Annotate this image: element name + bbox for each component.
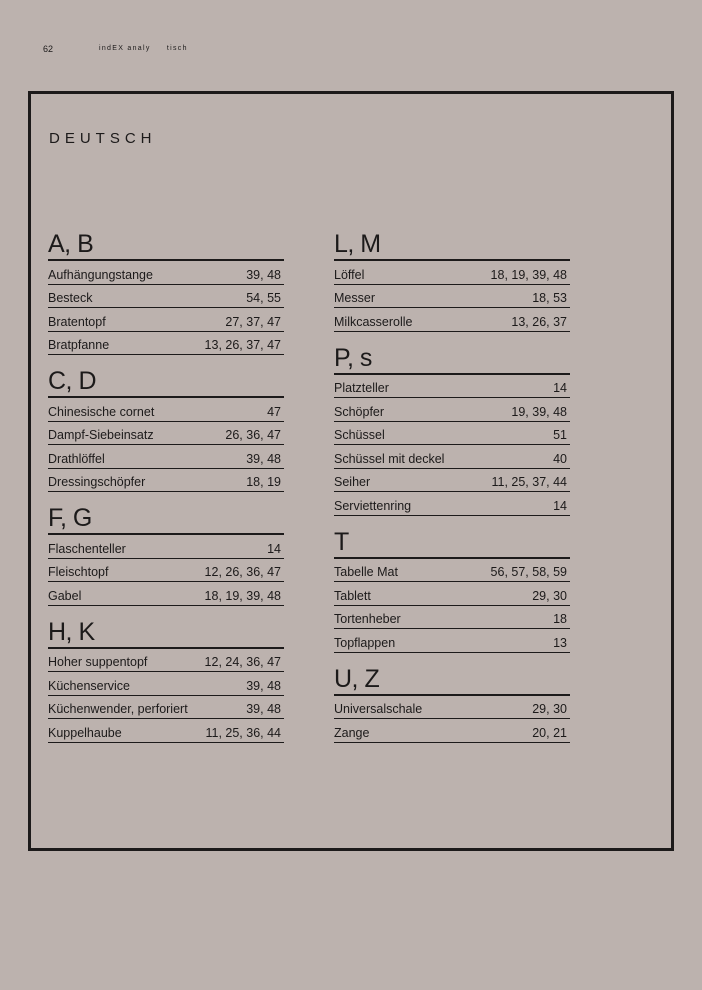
entry-pages: 11, 25, 37, 44 [491,475,567,489]
index-entry [334,423,570,446]
index-section [48,504,284,606]
entry-term: Messer [334,291,375,305]
index-section [48,230,284,355]
entry-pages: 40 [553,451,567,466]
entry-term: Serviettenring [334,498,412,513]
entry-term: Topflappen [334,635,396,650]
entry-pages: 18 [553,612,567,626]
entry-pages: 54, 55 [246,291,281,305]
index-entry [334,493,570,516]
index-language-title: DEUTSCH [49,130,157,147]
entry-pages: 51 [553,428,567,442]
index-section [334,528,570,653]
index-entry [48,423,284,446]
index-entry [48,560,284,583]
entry-pages: 14 [553,381,567,395]
entry-term: Tabelle Mat [334,565,398,579]
index-section [334,665,570,743]
index-entry [334,376,570,399]
entry-term: Bratpfanne [48,338,110,352]
index-entry [48,446,284,469]
entry-pages: 18, 19 [246,475,281,489]
entry-pages: 39, 48 [246,267,281,282]
section-heading: A, B [48,230,284,261]
entry-term: Tortenheber [334,612,401,626]
entry-term: Schöpfer [334,404,385,419]
entry-pages: 27, 37, 47 [225,314,281,329]
entry-pages: 13, 26, 37 [511,314,567,329]
entry-term: Tablett [334,588,371,603]
entry-pages: 29, 30 [532,588,567,603]
index-entry [334,697,570,720]
index-entry [48,470,284,493]
entry-term: Chinesische cornet [48,404,155,419]
entry-term: Zange [334,725,370,740]
index-entry [48,286,284,309]
entry-term: Dampf-Siebeinsatz [48,428,154,442]
index-section [48,367,284,492]
index-column-right [334,230,570,755]
entry-term: Löffel [334,267,365,282]
entry-term: Seiher [334,475,371,489]
index-entry [48,673,284,696]
section-heading: C, D [48,367,284,398]
section-heading: L, M [334,230,570,261]
index-entry [48,536,284,559]
index-entry [334,399,570,422]
entry-term: Schüssel mit deckel [334,451,445,466]
entry-term: Dressingschöpfer [48,475,146,489]
entry-term: Besteck [48,291,93,305]
index-entry [334,309,570,332]
index-entry [48,262,284,285]
index-entry [334,286,570,309]
index-entry [48,650,284,673]
index-entry [48,583,284,606]
index-section [48,618,284,743]
entry-term: Aufhängungstange [48,267,153,282]
index-entry [334,470,570,493]
entry-term: Schüssel [334,428,385,442]
page-number: 62 [43,44,54,54]
section-heading: H, K [48,618,284,649]
index-section [334,230,570,332]
index-entry [334,630,570,653]
index-entry [48,720,284,743]
index-entry [48,333,284,356]
section-heading: F, G [48,504,284,535]
section-heading: T [334,528,570,559]
index-entry [48,309,284,332]
index-entry [334,607,570,630]
entry-pages: 13 [553,635,567,650]
entry-pages: 18, 19, 39, 48 [490,267,567,282]
section-heading: U, Z [334,665,570,696]
entry-pages: 13, 26, 37, 47 [204,338,281,352]
entry-pages: 19, 39, 48 [511,404,567,419]
entry-pages: 12, 24, 36, 47 [204,655,281,669]
entry-term: Küchenservice [48,678,130,693]
entry-pages: 14 [267,541,281,556]
entry-term: Drathlöffel [48,451,105,466]
entry-pages: 11, 25, 36, 44 [205,725,281,740]
index-entry [334,560,570,583]
entry-pages: 18, 19, 39, 48 [204,588,281,603]
entry-term: Hoher suppentopf [48,655,148,669]
entry-pages: 39, 48 [246,678,281,693]
entry-term: Küchenwender, perforiert [48,702,188,716]
entry-pages: 39, 48 [246,702,281,716]
entry-pages: 26, 36, 47 [225,428,281,442]
entry-term: Milkcasserolle [334,314,413,329]
index-entry [48,697,284,720]
index-entry [334,583,570,606]
entry-pages: 18, 53 [532,291,567,305]
entry-pages: 12, 26, 36, 47 [204,565,281,579]
index-entry [48,399,284,422]
entry-term: Platzteller [334,381,389,395]
entry-term: Bratentopf [48,314,106,329]
index-entry [334,262,570,285]
entry-term: Flaschenteller [48,541,126,556]
index-entry [334,446,570,469]
section-heading: P, s [334,344,570,375]
running-head: indEX analy tisch [99,45,188,52]
index-box [28,91,674,851]
entry-pages: 14 [553,498,567,513]
entry-pages: 47 [267,404,281,419]
index-section [334,344,570,516]
entry-pages: 39, 48 [246,451,281,466]
index-column-left [48,230,284,755]
index-entry [334,720,570,743]
entry-pages: 20, 21 [532,725,567,740]
entry-term: Fleischtopf [48,565,109,579]
entry-pages: 56, 57, 58, 59 [490,565,567,579]
entry-term: Universalschale [334,702,423,716]
entry-term: Gabel [48,588,82,603]
entry-pages: 29, 30 [532,702,567,716]
entry-term: Kuppelhaube [48,725,122,740]
